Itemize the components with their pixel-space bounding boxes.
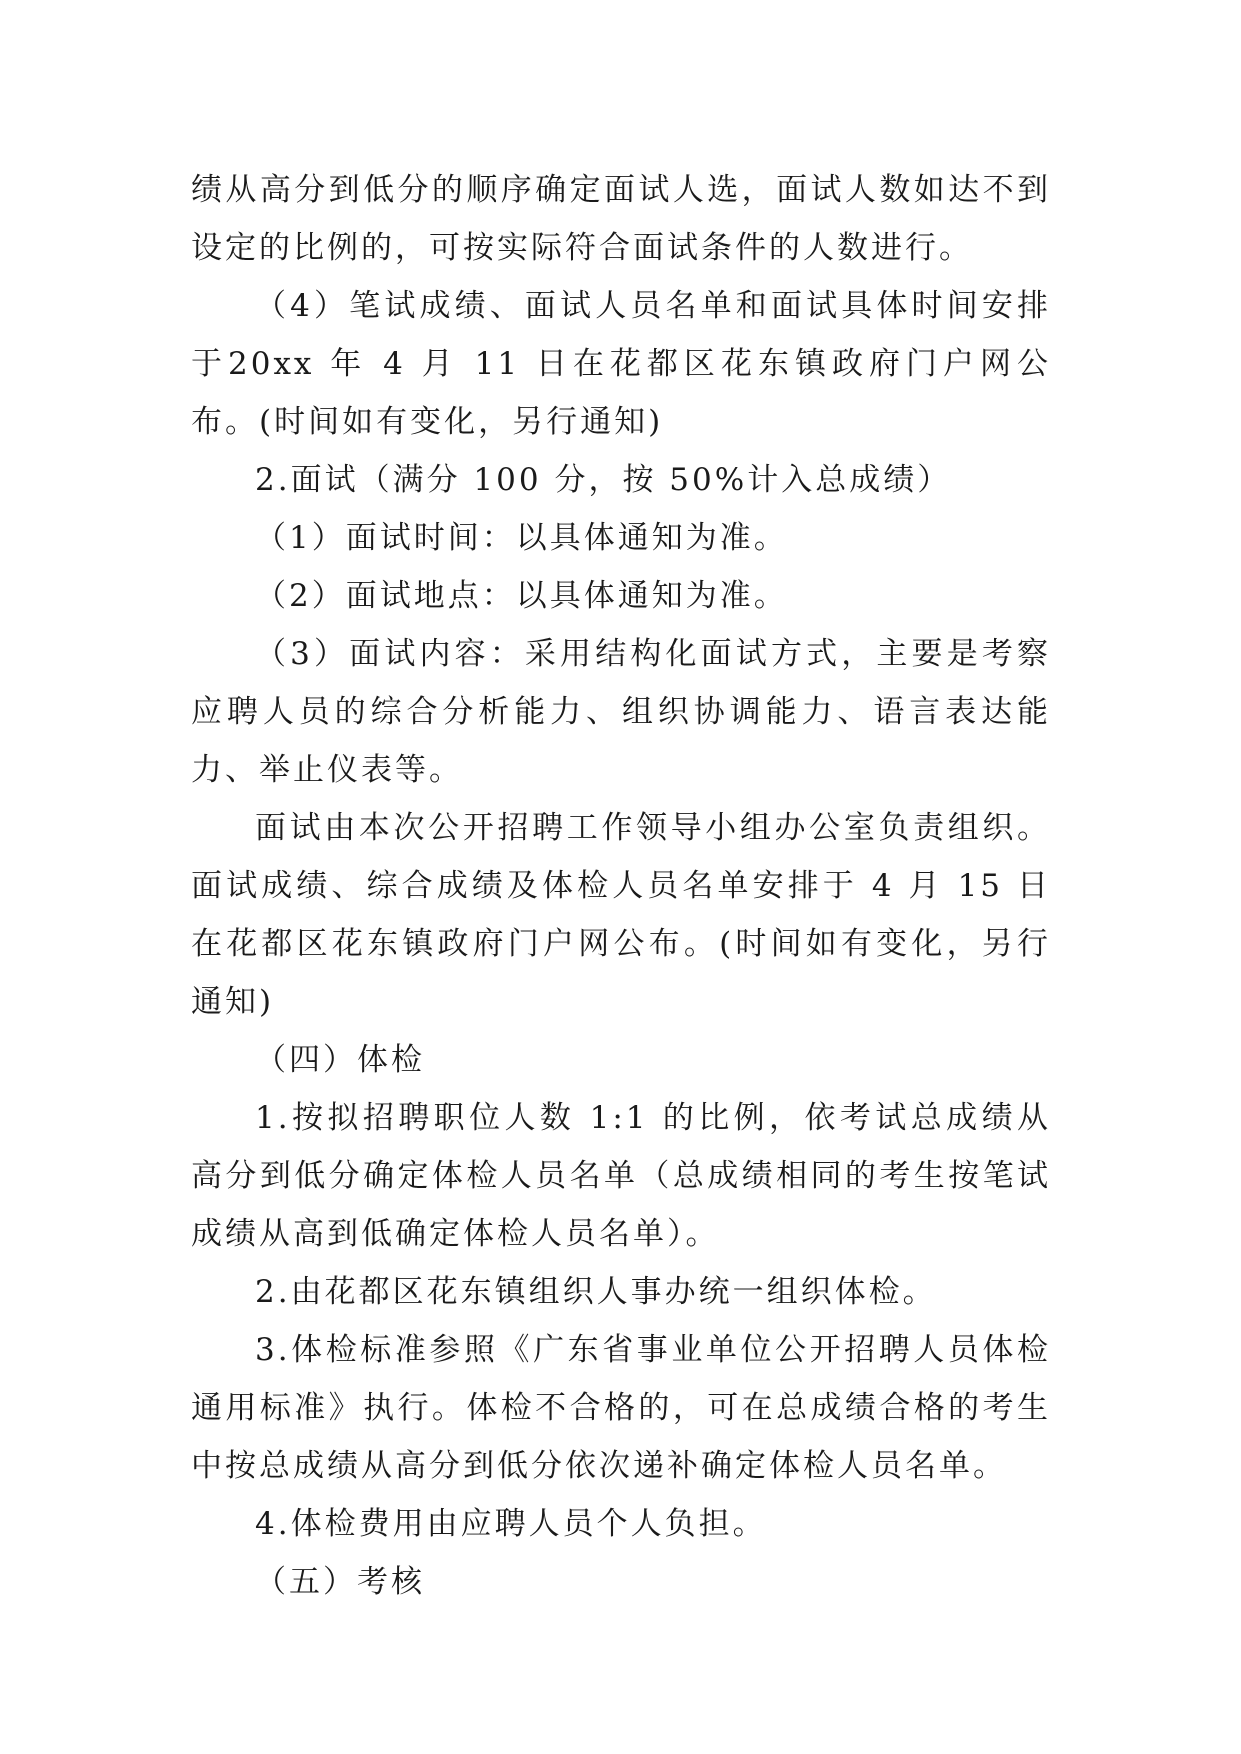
paragraph-5: （2）面试地点：以具体通知为准。 xyxy=(255,578,788,614)
section-heading-physical-exam: （四）体检 xyxy=(255,1042,425,1078)
paragraph-12: 4.体检费用由应聘人员个人负担。 xyxy=(255,1506,767,1542)
paragraph-6: （3）面试内容：采用结构化面试方式，主要是考察应聘人员的综合分析能力、组织协调能力、语言表达能力、举止仪表等。 xyxy=(191,636,1051,788)
paragraph-4: （1）面试时间：以具体通知为准。 xyxy=(255,520,788,556)
paragraph-3: 2.面试（满分 100 分，按 50%计入总成绩） xyxy=(255,462,952,498)
paragraph-9: 1.按拟招聘职位人数 1:1 的比例，依考试总成绩从高分到低分确定体检人员名单（总成绩相同的考生按笔试成绩从高到低确定体检人员名单）。 xyxy=(191,1100,1051,1252)
section-heading-assessment: （五）考核 xyxy=(255,1564,425,1600)
paragraph-1: 绩从高分到低分的顺序确定面试人选，面试人数如达不到设定的比例的，可按实际符合面试条件的人数进行。 xyxy=(191,172,1051,266)
paragraph-2: （4）笔试成绩、面试人员名单和面试具体时间安排于20xx 年 4 月 11 日在花都区花东镇政府门户网公布。(时间如有变化，另行通知) xyxy=(191,288,1051,440)
paragraph-7: 面试由本次公开招聘工作领导小组办公室负责组织。面试成绩、综合成绩及体检人员名单安排于 4 月 15 日在花都区花东镇政府门户网公布。(时间如有变化，另行通知) xyxy=(191,810,1051,1020)
document-body xyxy=(191,161,1051,1611)
paragraph-10: 2.由花都区花东镇组织人事办统一组织体检。 xyxy=(255,1274,937,1310)
paragraph-11: 3.体检标准参照《广东省事业单位公开招聘人员体检通用标准》执行。体检不合格的，可在总成绩合格的考生中按总成绩从高分到低分依次递补确定体检人员名单。 xyxy=(191,1332,1051,1484)
